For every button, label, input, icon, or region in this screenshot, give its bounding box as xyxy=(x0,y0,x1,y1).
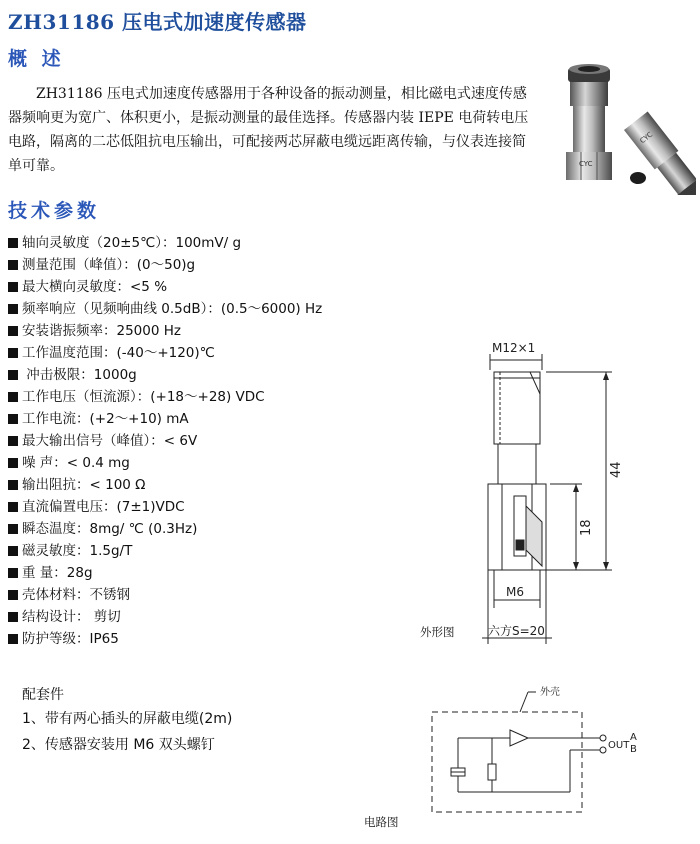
spec-row xyxy=(8,452,322,474)
spec-row xyxy=(8,474,322,496)
spec-value: 25000 Hz xyxy=(116,323,181,339)
spec-row xyxy=(8,496,322,518)
spec-label: 结构设计： xyxy=(22,609,90,625)
spec-value: 8mg/ ℃ (0.3Hz) xyxy=(89,521,198,537)
spec-row xyxy=(8,232,322,254)
bullet-square-icon xyxy=(8,458,18,468)
spec-row xyxy=(8,540,322,562)
spec-label: 工作电流： xyxy=(22,411,90,427)
bullet-square-icon xyxy=(8,370,18,380)
bullet-square-icon xyxy=(8,568,18,578)
spec-label: 测量范围（峰值）： xyxy=(22,257,137,273)
shell-outline xyxy=(432,712,582,812)
thread-bottom-label: M6 xyxy=(506,585,524,599)
spec-row xyxy=(8,584,322,606)
spec-label: 冲击极限： xyxy=(22,367,94,383)
spec-value: (0～50)g xyxy=(136,257,196,273)
spec-row xyxy=(8,276,322,298)
spec-value: 剪切 xyxy=(89,609,121,625)
pin-a-label: A xyxy=(630,732,637,743)
accessories-list xyxy=(22,706,232,758)
drawing-caption: 外形图 xyxy=(420,625,455,639)
spec-value: IP65 xyxy=(89,631,119,647)
amplifier xyxy=(510,730,528,746)
spec-label: 最大输出信号（峰值）： xyxy=(22,433,164,449)
page-title: ZH31186 压电式加速度传感器 xyxy=(8,10,307,34)
connector-body xyxy=(494,372,540,444)
spec-value: (7±1)VDC xyxy=(116,499,185,515)
circuit-diagram xyxy=(420,680,670,820)
spec-value: < 100 Ω xyxy=(89,477,146,493)
spec-value: 不锈钢 xyxy=(89,587,130,603)
sensor-connector xyxy=(570,78,608,106)
photo-logo: CYC xyxy=(579,160,593,168)
spec-row xyxy=(8,364,322,386)
bullet-square-icon xyxy=(8,260,18,270)
bullet-square-icon xyxy=(8,502,18,512)
spec-value: (-40～+120)℃ xyxy=(116,345,215,361)
shell-label: 外壳 xyxy=(540,687,560,698)
spec-label: 重 量： xyxy=(22,565,67,581)
spec-row xyxy=(8,628,322,650)
bullet-square-icon xyxy=(8,304,18,314)
spec-label: 最大横向灵敏度： xyxy=(22,279,130,295)
accessory-item: 1、带有两心插头的屏蔽电缆(2m) xyxy=(22,711,233,727)
spec-row xyxy=(8,342,322,364)
overview-heading: 概 述 xyxy=(8,48,65,70)
bullet-square-icon xyxy=(8,282,18,292)
bullet-square-icon xyxy=(8,326,18,336)
spec-value: <5 % xyxy=(130,279,168,295)
spec-row xyxy=(8,408,322,430)
bullet-square-icon xyxy=(8,546,18,556)
specs-list xyxy=(8,232,322,650)
overview-text: ZH31186 压电式加速度传感器用于各种设备的振动测量，相比磁电式速度传感器频响更为宽广、体积更小，是振动测量的最佳选择。传感器内装 IEPE 电荷转电压电路，隔离的二芯低阻抗电压输出，可配接两芯屏蔽电缆远距离传输，与仪表连接简单可靠。 xyxy=(8,86,529,174)
bullet-square-icon xyxy=(8,524,18,534)
pin-b-label: B xyxy=(630,744,637,755)
spec-value: 1000g xyxy=(93,367,137,383)
accessories-heading: 配套件 xyxy=(22,687,64,703)
spec-label: 输出阻抗： xyxy=(22,477,90,493)
spec-row xyxy=(8,562,322,584)
spec-label: 噪 声： xyxy=(22,455,67,471)
spec-row xyxy=(8,320,322,342)
spec-value: 1.5g/T xyxy=(89,543,133,559)
thread-top-label: M12×1 xyxy=(492,341,536,355)
spec-value: 28g xyxy=(66,565,93,581)
photo-logo-2: CYC xyxy=(638,130,655,146)
resistor xyxy=(488,764,496,780)
spec-row xyxy=(8,430,322,452)
bullet-square-icon xyxy=(8,238,18,248)
spec-label: 轴向灵敏度（20±5℃）： xyxy=(22,235,176,251)
accessory-item: 2、传感器安装用 M6 双头螺钉 xyxy=(22,737,215,753)
spec-label: 工作温度范围： xyxy=(22,345,117,361)
spec-value: (+18～+28) VDC xyxy=(150,389,265,405)
hex-size-label: 六方S=20 xyxy=(488,624,545,638)
spec-label: 防护等级： xyxy=(22,631,90,647)
spec-label: 工作电压（恒流源）： xyxy=(22,389,151,405)
dim-hex-label: 18 xyxy=(579,519,594,536)
outline-drawing xyxy=(410,336,650,648)
spec-value: < 6V xyxy=(163,433,198,449)
spec-label: 瞬态温度： xyxy=(22,521,90,537)
bullet-square-icon xyxy=(8,348,18,358)
circuit-caption: 电路图 xyxy=(364,815,399,829)
spec-row xyxy=(8,386,322,408)
spec-label: 磁灵敏度： xyxy=(22,543,90,559)
bullet-square-icon xyxy=(8,590,18,600)
product-photo xyxy=(546,60,696,195)
dim-total-label: 44 xyxy=(609,461,624,478)
spec-value: (+2～+10) mA xyxy=(89,411,189,427)
out-label: OUT xyxy=(608,740,630,751)
spec-value: < 0.4 mg xyxy=(66,455,130,471)
bullet-square-icon xyxy=(8,634,18,644)
bullet-square-icon xyxy=(8,436,18,446)
spec-row xyxy=(8,254,322,276)
bullet-square-icon xyxy=(8,612,18,622)
spec-row xyxy=(8,518,322,540)
spec-value: 100mV/ g xyxy=(175,235,242,251)
spec-row xyxy=(8,298,322,320)
spec-row xyxy=(8,606,322,628)
spec-label: 频率响应（见频响曲线 0.5dB）： xyxy=(22,301,221,317)
spec-label: 壳体材料： xyxy=(22,587,90,603)
spec-label: 直流偏置电压： xyxy=(22,499,117,515)
bullet-square-icon xyxy=(8,414,18,424)
bullet-square-icon xyxy=(8,392,18,402)
spec-label: 安装谐振频率： xyxy=(22,323,117,339)
specs-heading: 技术参数 xyxy=(8,200,101,222)
spec-value: (0.5～6000) Hz xyxy=(220,301,323,317)
bullet-square-icon xyxy=(8,480,18,490)
